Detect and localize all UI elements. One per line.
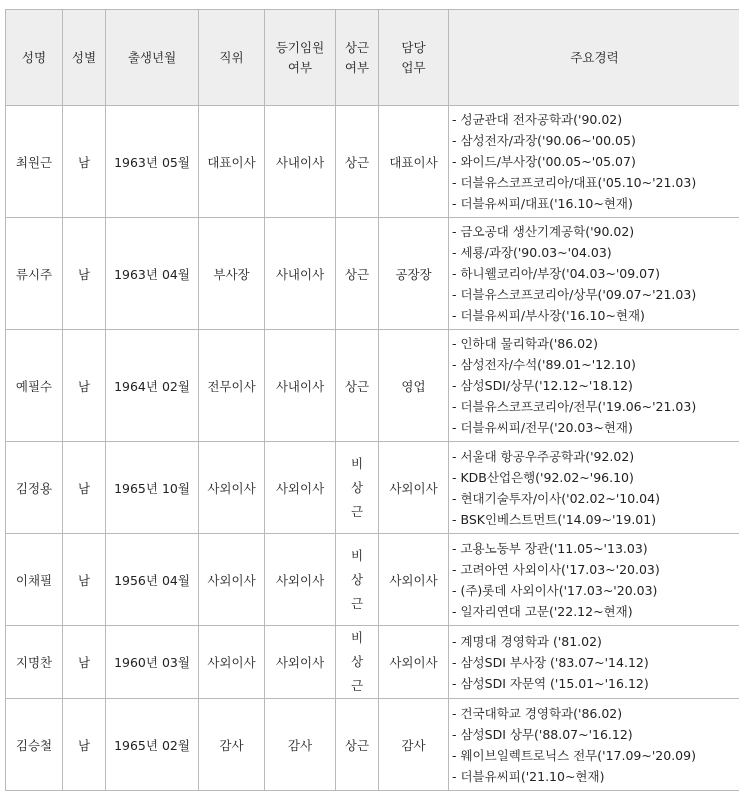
career-line: - 일자리연대 고문('22.12~현재) xyxy=(452,601,739,622)
career-line: - 더블유씨피('21.10~현재) xyxy=(452,766,739,787)
cell-gender: 남 xyxy=(63,106,106,218)
table-row xyxy=(6,442,739,534)
cell-registered: 사외이사 xyxy=(265,626,336,699)
career-line: - 고려아연 사외이사('17.03~'20.03) xyxy=(452,559,739,580)
fulltime-stacked-text: 비상근 xyxy=(350,626,365,698)
table-row xyxy=(6,699,739,791)
executive-table-wrapper xyxy=(5,9,739,791)
cell-registered: 사내이사 xyxy=(265,106,336,218)
career-line: - 삼성SDI 자문역 ('15.01~'16.12) xyxy=(452,673,739,694)
cell-fulltime xyxy=(336,534,379,626)
cell-gender: 남 xyxy=(63,442,106,534)
cell-position: 사외이사 xyxy=(199,626,265,699)
cell-birth: 1965년 10월 xyxy=(106,442,199,534)
cell-gender: 남 xyxy=(63,330,106,442)
career-line: - 하니웰코리아/부장('04.03~'09.07) xyxy=(452,263,739,284)
cell-registered: 사내이사 xyxy=(265,330,336,442)
cell-career xyxy=(449,534,739,626)
header-position: 직위 xyxy=(199,10,265,106)
cell-name: 김승철 xyxy=(6,699,63,791)
cell-position: 전무이사 xyxy=(199,330,265,442)
career-line: - 금오공대 생산기계공학('90.02) xyxy=(452,221,739,242)
career-line: - 삼성SDI/상무('12.12~'18.12) xyxy=(452,375,739,396)
cell-career xyxy=(449,699,739,791)
cell-fulltime xyxy=(336,442,379,534)
cell-gender: 남 xyxy=(63,218,106,330)
cell-name: 지명찬 xyxy=(6,626,63,699)
cell-birth: 1960년 03월 xyxy=(106,626,199,699)
career-line: - 더블유씨피/대표('16.10~현재) xyxy=(452,193,739,214)
cell-birth: 1965년 02월 xyxy=(106,699,199,791)
cell-registered: 사외이사 xyxy=(265,534,336,626)
header-fulltime: 상근 여부 xyxy=(336,10,379,106)
career-line: - 서울대 항공우주공학과('92.02) xyxy=(452,446,739,467)
table-row xyxy=(6,626,739,699)
cell-duty: 감사 xyxy=(379,699,449,791)
cell-career xyxy=(449,106,739,218)
table-row xyxy=(6,330,739,442)
career-line: - (주)롯데 사외이사('17.03~'20.03) xyxy=(452,580,739,601)
cell-fulltime: 상근 xyxy=(336,106,379,218)
cell-birth: 1963년 05월 xyxy=(106,106,199,218)
cell-duty: 사외이사 xyxy=(379,534,449,626)
career-line: - 삼성전자/과장('90.06~'00.05) xyxy=(452,130,739,151)
career-line: - 삼성SDI 상무('88.07~'16.12) xyxy=(452,724,739,745)
cell-birth: 1964년 02월 xyxy=(106,330,199,442)
career-line: - 인하대 물리학과('86.02) xyxy=(452,333,739,354)
header-birth: 출생년월 xyxy=(106,10,199,106)
header-duty: 담당 업무 xyxy=(379,10,449,106)
career-line: - 더블유스코프코리아/대표('05.10~'21.03) xyxy=(452,172,739,193)
cell-fulltime xyxy=(336,626,379,699)
cell-position: 부사장 xyxy=(199,218,265,330)
cell-duty: 공장장 xyxy=(379,218,449,330)
cell-registered: 감사 xyxy=(265,699,336,791)
career-line: - 더블유씨피/전무('20.03~현재) xyxy=(452,417,739,438)
cell-name: 예필수 xyxy=(6,330,63,442)
cell-fulltime: 상근 xyxy=(336,699,379,791)
header-registered: 등기임원 여부 xyxy=(265,10,336,106)
table-row xyxy=(6,106,739,218)
career-line: - 더블유스코프코리아/상무('09.07~'21.03) xyxy=(452,284,739,305)
career-line: - 고용노동부 장관('11.05~'13.03) xyxy=(452,538,739,559)
executive-table xyxy=(5,9,739,791)
cell-name: 이채필 xyxy=(6,534,63,626)
cell-career xyxy=(449,442,739,534)
career-line: - 세룡/과장('90.03~'04.03) xyxy=(452,242,739,263)
table-row xyxy=(6,534,739,626)
cell-registered: 사내이사 xyxy=(265,218,336,330)
header-career: 주요경력 xyxy=(449,10,739,106)
career-line: - 더블유씨피/부사장('16.10~현재) xyxy=(452,305,739,326)
career-line: - 삼성전자/수석('89.01~'12.10) xyxy=(452,354,739,375)
cell-name: 최원근 xyxy=(6,106,63,218)
cell-duty: 사외이사 xyxy=(379,626,449,699)
cell-position: 대표이사 xyxy=(199,106,265,218)
cell-birth: 1963년 04월 xyxy=(106,218,199,330)
header-name: 성명 xyxy=(6,10,63,106)
career-line: - BSK인베스트먼트('14.09~'19.01) xyxy=(452,509,739,530)
career-line: - 건국대학교 경영학과('86.02) xyxy=(452,703,739,724)
career-line: - KDB산업은행('92.02~'96.10) xyxy=(452,467,739,488)
table-row xyxy=(6,218,739,330)
cell-position: 사외이사 xyxy=(199,442,265,534)
fulltime-stacked-text: 비상근 xyxy=(350,544,365,616)
career-line: - 성균관대 전자공학과('90.02) xyxy=(452,109,739,130)
cell-fulltime: 상근 xyxy=(336,330,379,442)
cell-gender: 남 xyxy=(63,534,106,626)
cell-gender: 남 xyxy=(63,699,106,791)
cell-duty: 영업 xyxy=(379,330,449,442)
career-line: - 삼성SDI 부사장 ('83.07~'14.12) xyxy=(452,652,739,673)
career-line: - 더블유스코프코리아/전무('19.06~'21.03) xyxy=(452,396,739,417)
cell-career xyxy=(449,218,739,330)
header-gender: 성별 xyxy=(63,10,106,106)
cell-fulltime: 상근 xyxy=(336,218,379,330)
cell-name: 김정용 xyxy=(6,442,63,534)
cell-position: 사외이사 xyxy=(199,534,265,626)
cell-career xyxy=(449,626,739,699)
table-header-row xyxy=(6,10,739,106)
cell-registered: 사외이사 xyxy=(265,442,336,534)
cell-career xyxy=(449,330,739,442)
career-line: - 계명대 경영학과 ('81.02) xyxy=(452,631,739,652)
cell-birth: 1956년 04월 xyxy=(106,534,199,626)
cell-gender: 남 xyxy=(63,626,106,699)
cell-position: 감사 xyxy=(199,699,265,791)
cell-duty: 대표이사 xyxy=(379,106,449,218)
career-line: - 웨이브일렉트로닉스 전무('17.09~'20.09) xyxy=(452,745,739,766)
cell-name: 류시주 xyxy=(6,218,63,330)
fulltime-stacked-text: 비상근 xyxy=(350,452,365,524)
career-line: - 현대기술투자/이사('02.02~'10.04) xyxy=(452,488,739,509)
career-line: - 와이드/부사장('00.05~'05.07) xyxy=(452,151,739,172)
cell-duty: 사외이사 xyxy=(379,442,449,534)
